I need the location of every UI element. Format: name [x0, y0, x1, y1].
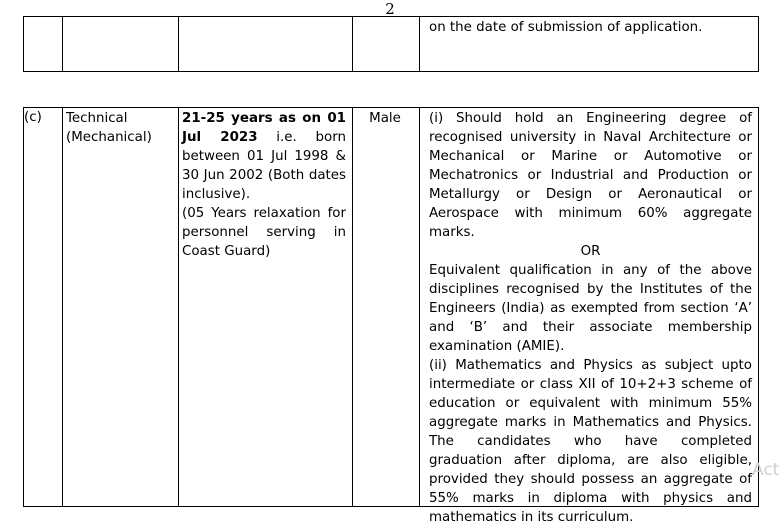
- entry-cell: [62, 107, 179, 507]
- age-relaxation-text: (05 Years relaxation for personnel serving in Coast Guard): [182, 206, 346, 259]
- entry-line-1: Technical: [66, 111, 128, 126]
- qualification-equivalent: Equivalent qualification in any of the above disciplines recognised by the Institutes of the Engineers (India) as exempted from section ‘A’ and ‘B’ and their associate membership examination (AMIE).: [429, 263, 752, 354]
- activation-watermark: Act: [752, 460, 780, 480]
- top-entry-cell: [62, 16, 179, 72]
- qualification-or: OR: [580, 244, 601, 259]
- top-age-cell: [178, 16, 353, 72]
- gender-value: Male: [369, 111, 401, 126]
- age-rest-text: i.e. born between 01 Jul 1998 & 30 Jun 2002 (Both dates inclusive).: [182, 130, 346, 202]
- page-number: 2: [385, 0, 395, 18]
- qualification-tail-text: on the date of submission of application.: [429, 20, 703, 35]
- row-serial: (c): [24, 110, 42, 125]
- age-criteria: [182, 109, 346, 261]
- top-gender-cell: [352, 16, 420, 72]
- qualification-text: [429, 109, 752, 527]
- qualification-ii: (ii) Mathematics and Physics as subject upto intermediate or class XII of 10+2+3 scheme of education or equivalent with minimum 55% aggregate marks in Mathematics and Physics. The candidates who have completed graduation after diploma, are also eligible, provided they should possess an aggregate of 55% marks in diploma with physics and mathematics in its curriculum.: [429, 358, 752, 525]
- top-serial-cell: [23, 16, 63, 72]
- qualification-i: (i) Should hold an Engineering degree of recognised university in Naval Architecture or Mechanical or Marine or Automotive or Mechatronics or Industrial and Production or Metallurgy or Design or Aeronautical or Aerospace with minimum 60% aggregate marks.: [429, 111, 752, 240]
- entry-name: [66, 109, 166, 147]
- gender-cell: [352, 107, 420, 507]
- age-bold-text: 21-25 years as on 01 Jul 2023: [182, 111, 346, 145]
- serial-cell: [23, 107, 63, 507]
- entry-line-2: (Mechanical): [66, 130, 152, 145]
